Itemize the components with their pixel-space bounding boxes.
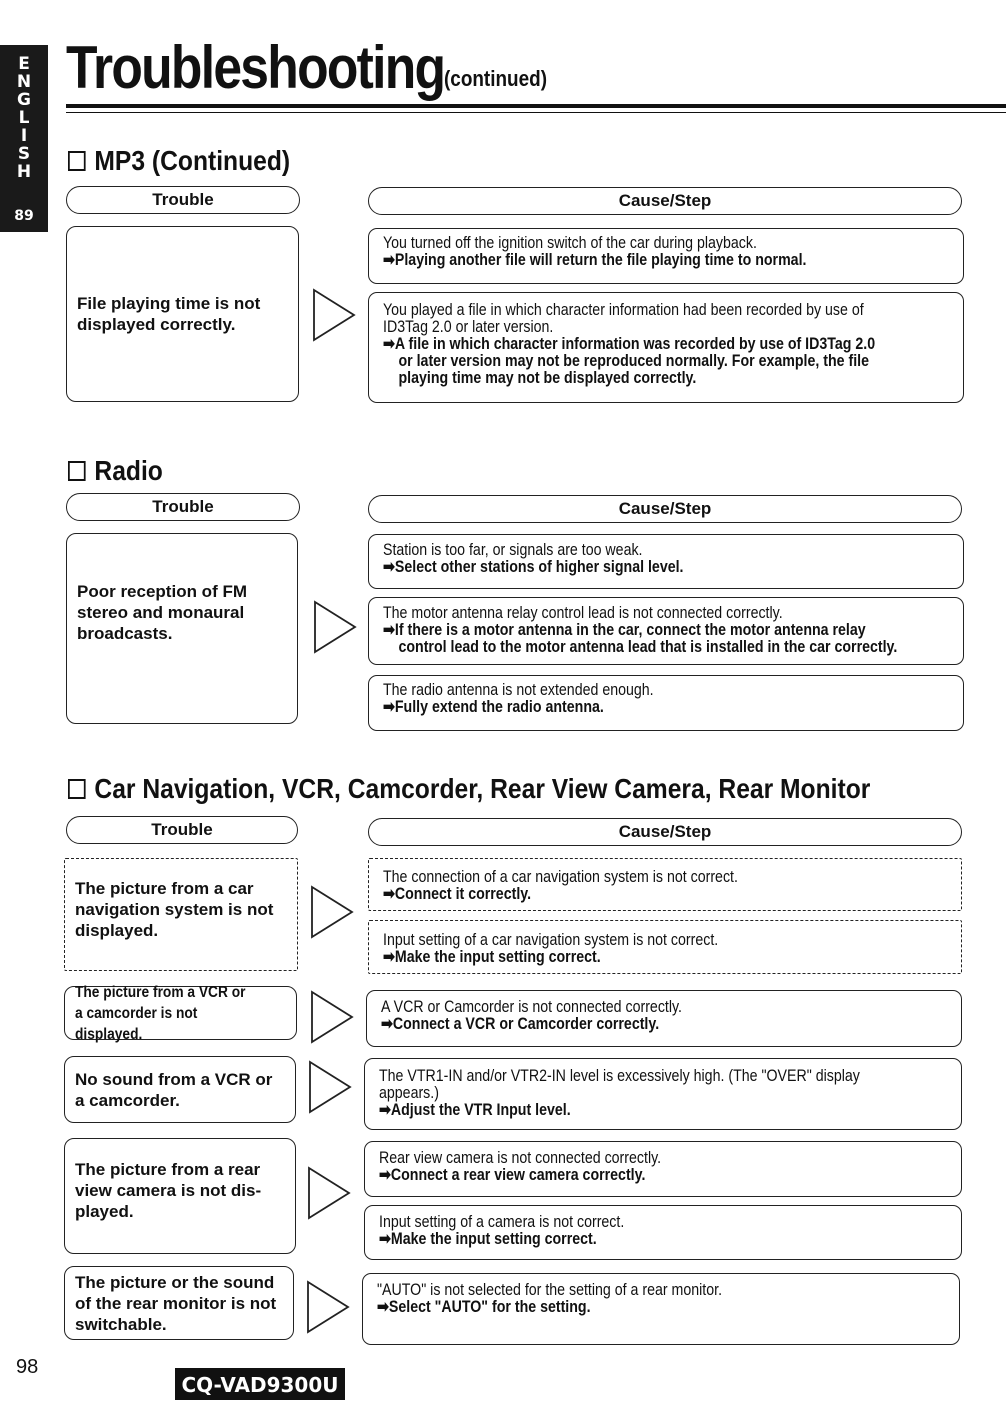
trouble-header: Trouble [66,493,300,521]
cause-text: Input setting of a car navigation system is not correct. [383,931,719,949]
cause-box [368,597,964,665]
trouble-text: The picture from a car navigation system is not displayed. [75,879,274,940]
cause-box [364,1205,962,1260]
page-title: Troubleshooting [66,34,445,101]
cause-box [368,292,964,403]
trouble-box [64,1266,294,1340]
language-side-tab [0,45,48,232]
cause-box [366,990,962,1047]
cause-box [368,675,964,731]
step-text: ➡Select other stations of higher signal level. [383,558,684,576]
page-number: 98 [16,1356,39,1378]
step-text: ➡Adjust the VTR Input level. [379,1101,571,1119]
section-heading-text: MP3 (Continued) [94,145,291,176]
step-text: ➡Connect it correctly. [383,885,532,903]
arrow-right-icon [310,885,354,939]
cause-box [368,920,962,974]
tab-letter: G [17,90,31,110]
step-text: ➡Fully extend the radio antenna. [383,698,604,716]
tab-letter: I [20,126,28,146]
trouble-text: File playing time is not displayed correctly. [77,294,261,334]
arrow-right-icon [310,990,354,1044]
cause-box [368,858,962,911]
language-letters [0,55,48,181]
title-rule [66,104,1006,108]
cause-text: The connection of a car navigation system is not correct. [383,868,738,886]
section-page-number: 89 [14,208,34,224]
checkbox-icon [68,461,86,481]
title-rule-thin [66,112,1006,113]
trouble-header: Trouble [66,816,298,844]
arrow-right-icon [308,1060,352,1114]
cause-step-header: Cause/Step [368,187,962,215]
checkbox-icon [68,779,86,799]
arrow-right-icon [306,1280,350,1334]
tab-letter: L [18,108,30,128]
step-text: or later version may not be reproduced normally. For example, the file [398,352,869,370]
arrow-right-icon [313,600,357,654]
trouble-box [66,533,298,724]
section-heading-nav [68,773,870,805]
tab-letter: S [17,144,31,164]
step-text: ➡A file in which character information was recorded by use of ID3Tag 2.0 [383,335,876,353]
trouble-box [64,1138,296,1254]
cause-text: The motor antenna relay control lead is not connected correctly. [383,604,783,622]
arrow-right-icon [312,288,356,342]
step-text: ➡Playing another file will return the file playing time to normal. [383,251,807,269]
cause-text: You turned off the ignition switch of the car during playback. [383,234,757,252]
arrow-right-icon [307,1166,351,1220]
step-text: ➡Connect a VCR or Camcorder correctly. [381,1015,660,1033]
trouble-text: The picture from a rear view camera is not dis- played. [75,1159,262,1221]
cause-text: "AUTO" is not selected for the setting of a rear monitor. [377,1281,723,1299]
trouble-box [64,1056,296,1123]
step-text: playing time may not be displayed correctly. [398,369,697,387]
cause-text: appears.) [379,1084,439,1102]
section-heading-radio [68,455,163,487]
cause-text: Station is too far, or signals are too weak. [383,541,643,559]
trouble-text: The picture from a VCR or a camcorder is not displayed. [75,983,246,1043]
page-title-sub: (continued) [444,66,547,91]
step-text: ➡Connect a rear view camera correctly. [379,1166,646,1184]
section-heading-text: Car Navigation, VCR, Camcorder, Rear View Camera, Rear Monitor [94,773,871,804]
step-text: ➡If there is a motor antenna in the car, connect the motor antenna relay [383,621,866,639]
cause-text: You played a file in which character information had been recorded by use of [383,301,864,319]
tab-letter: N [16,72,32,92]
cause-box [368,228,964,284]
step-text: control lead to the motor antenna lead that is installed in the car correctly. [398,638,898,656]
section-heading-mp3 [68,145,290,177]
tab-letter: E [18,54,30,74]
step-text: ➡Make the input setting correct. [383,948,601,966]
model-badge: CQ-VAD9300U [175,1368,345,1400]
section-heading-text: Radio [94,455,163,486]
cause-text: ID3Tag 2.0 or later version. [383,318,554,336]
cause-text: The VTR1-IN and/or VTR2-IN level is excessively high. (The "OVER" display [379,1067,860,1085]
trouble-text: The picture or the sound of the rear monitor is not switchable. [75,1272,277,1334]
cause-box [364,1141,962,1197]
cause-box [364,1058,962,1130]
cause-text: The radio antenna is not extended enough. [383,681,654,699]
cause-text: A VCR or Camcorder is not connected correctly. [381,998,682,1016]
step-text: ➡Make the input setting correct. [379,1230,597,1248]
trouble-header: Trouble [66,186,300,214]
cause-box [362,1273,960,1345]
cause-text: Input setting of a camera is not correct. [379,1213,625,1231]
trouble-box [66,226,299,402]
checkbox-icon [68,151,86,171]
trouble-box [64,858,298,971]
cause-step-header: Cause/Step [368,495,962,523]
tab-letter: H [16,162,32,182]
trouble-text: Poor reception of FM stereo and monaural broadcasts. [77,582,247,643]
step-text: ➡Select "AUTO" for the setting. [377,1298,591,1316]
cause-text: Rear view camera is not connected correctly. [379,1149,662,1167]
trouble-text: No sound from a VCR or a camcorder. [75,1069,273,1110]
cause-box [368,534,964,589]
trouble-box [64,983,297,1043]
cause-step-header: Cause/Step [368,818,962,846]
